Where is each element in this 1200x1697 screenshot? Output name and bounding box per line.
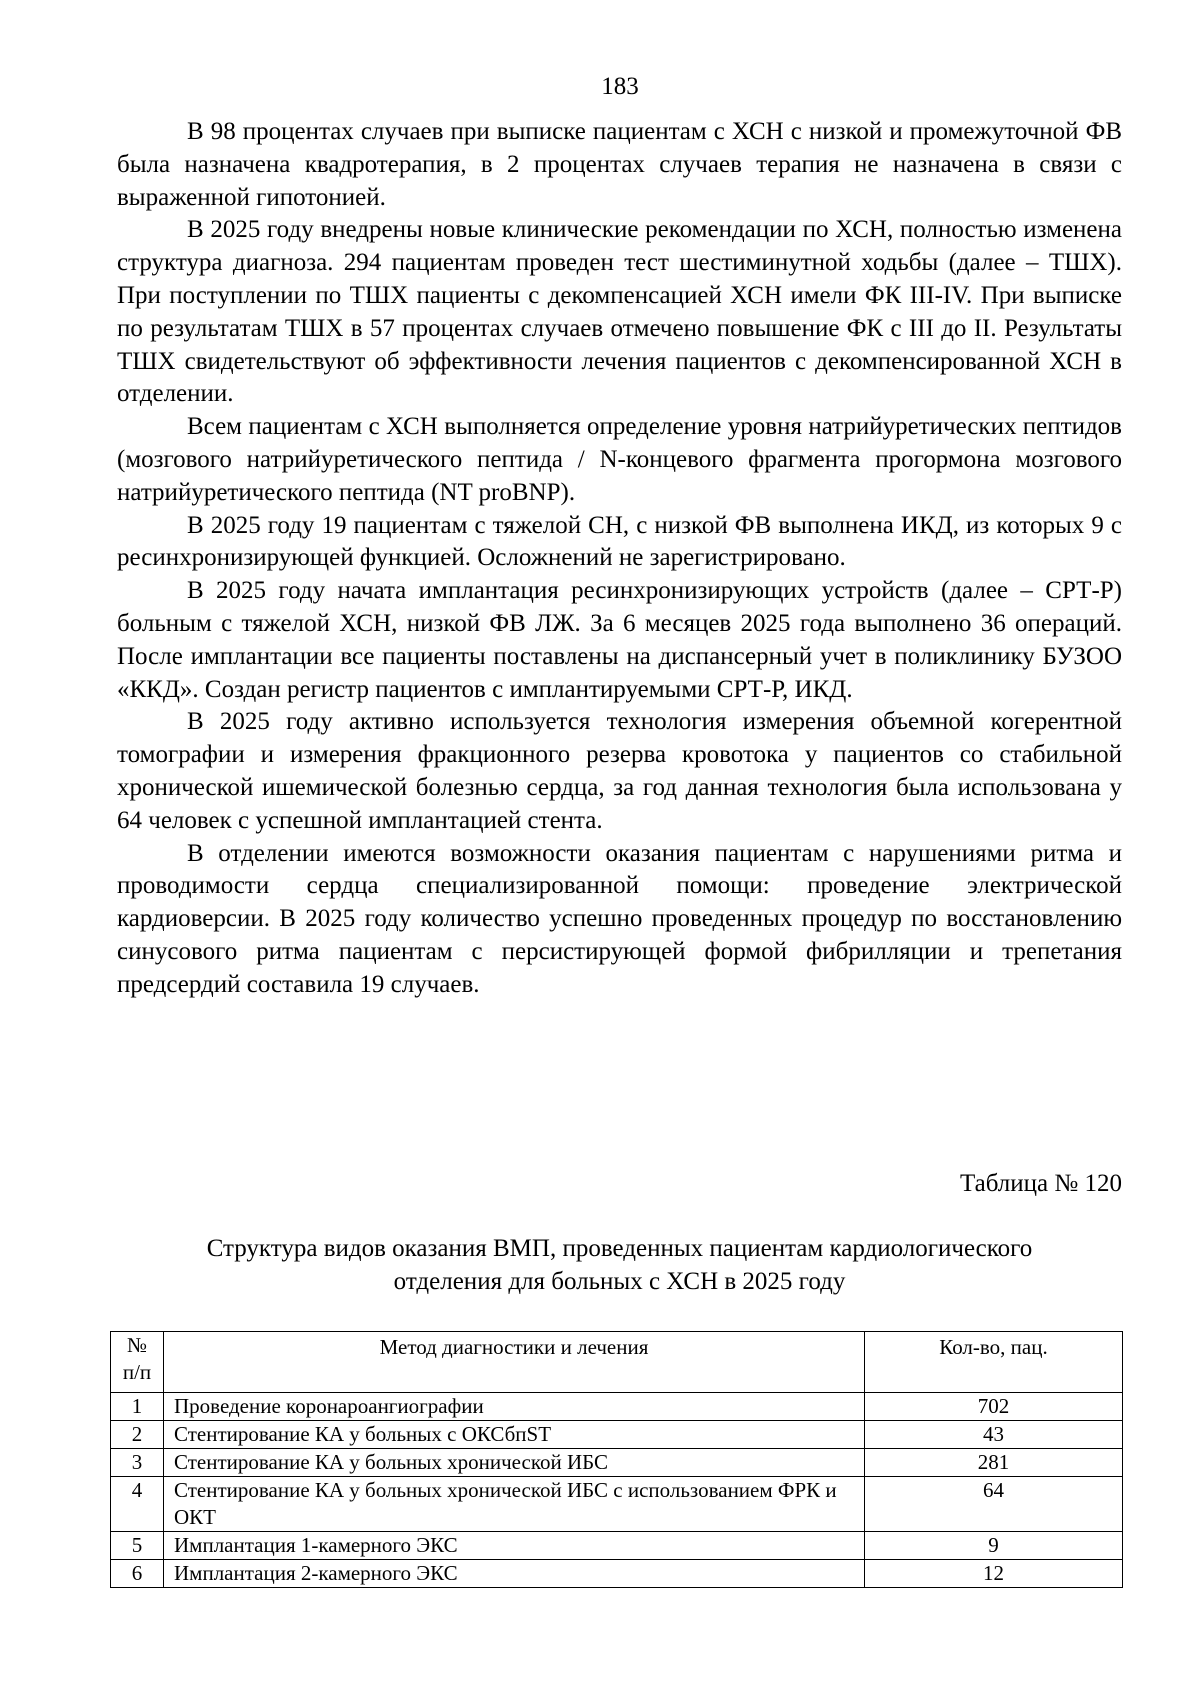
header-count: Кол-во, пац. <box>865 1332 1123 1393</box>
table-caption <box>117 1233 1122 1298</box>
cell-count: 702 <box>865 1393 1123 1421</box>
cell-num: 5 <box>111 1532 164 1560</box>
table-label: Таблица № 120 <box>959 1170 1122 1197</box>
paragraph: В 98 процентах случаев при выписке пациентам с ХСН с низкой и промежуточной ФВ была назначена квадротерапия, в 2 процентах случаев терапия не назначена в связи с выраженной гипотонией. <box>117 118 1122 211</box>
cell-method: Проведение коронароангиографии <box>164 1393 865 1421</box>
cell-count: 43 <box>865 1421 1123 1449</box>
cell-method: Стентирование КА у больных хронической ИБС с использованием ФРК и ОКТ <box>164 1477 865 1532</box>
table-row <box>111 1393 1123 1421</box>
cell-count: 281 <box>865 1449 1123 1477</box>
paragraph: В 2025 году внедрены новые клинические рекомендации по ХСН, полностью изменена структура диагноза. 294 пациентам проведен тест шестиминутной ходьбы (далее – ТШХ). При поступлении по ТШХ пациенты с декомпенсацией ХСН имели ФК III-IV. При выписке по результатам ТШХ в 57 процентах случаев отмечено повышение ФК с III до II. Результаты ТШХ свидетельствуют об эффективности лечения пациентов с декомпенсированной ХСН в отделении. <box>117 216 1122 408</box>
table-header-row <box>111 1332 1123 1393</box>
cell-num: 4 <box>111 1477 164 1532</box>
cell-num: 2 <box>111 1421 164 1449</box>
table-row <box>111 1421 1123 1449</box>
cell-count: 12 <box>865 1560 1123 1588</box>
table-row <box>111 1532 1123 1560</box>
body-text <box>117 116 1122 1002</box>
data-table <box>110 1331 1123 1588</box>
cell-method: Имплантация 2-камерного ЭКС <box>164 1560 865 1588</box>
table-caption-line: Структура видов оказания ВМП, проведенных пациентам кардиологического <box>206 1235 1033 1262</box>
cell-num: 3 <box>111 1449 164 1477</box>
paragraph: Всем пациентам с ХСН выполняется определение уровня натрийуретических пептидов (мозгового натрийуретического пептида / N-концевого фрагмента прогормона мозгового натрийуретического пептида (NT proBNP). <box>117 413 1122 506</box>
paragraph: В 2025 году начата имплантация ресинхронизирующих устройств (далее – СРТ-Р) больным с тяжелой ХСН, низкой ФВ ЛЖ. За 6 месяцев 2025 года выполнено 36 операций. После имплантации все пациенты поставлены на диспансерный учет в поликлинику БУЗОО «ККД». Создан регистр пациентов с имплантируемыми СРТ-Р, ИКД. <box>117 577 1122 703</box>
table-row <box>111 1560 1123 1588</box>
table-caption-line: отделения для больных с ХСН в 2025 году <box>393 1267 846 1295</box>
page-number: 183 <box>601 73 639 100</box>
cell-method: Стентирование КА у больных хронической ИБС <box>164 1449 865 1477</box>
table-row <box>111 1477 1123 1532</box>
header-num-line: № <box>126 1333 148 1357</box>
table-row <box>111 1449 1123 1477</box>
paragraph: В 2025 году 19 пациентам с тяжелой СН, с низкой ФВ выполнена ИКД, из которых 9 с ресинхронизирующей функцией. Осложнений не зарегистрировано. <box>117 511 1122 572</box>
header-num <box>111 1332 164 1393</box>
cell-num: 6 <box>111 1560 164 1588</box>
cell-num: 1 <box>111 1393 164 1421</box>
cell-method: Имплантация 1-камерного ЭКС <box>164 1532 865 1560</box>
header-method: Метод диагностики и лечения <box>164 1332 865 1393</box>
paragraph: В 2025 году активно используется технология измерения объемной когерентной томографии и измерения фракционного резерва кровотока у пациентов со стабильной хронической ишемической болезнью сердца, за год данная технология была использована у 64 человек с успешной имплантацией стента. <box>117 708 1122 834</box>
cell-count: 64 <box>865 1477 1123 1532</box>
header-num-line: п/п <box>122 1360 152 1384</box>
paragraph: В отделении имеются возможности оказания пациентам с нарушениями ритма и проводимости сердца специализированной помощи: проведение электрической кардиоверсии. В 2025 году количество успешно проведенных процедур по восстановлению синусового ритма пациентам с персистирующей формой фибрилляции и трепетания предсердий составила 19 случаев. <box>117 839 1122 998</box>
cell-method: Стентирование КА у больных с ОКСбпST <box>164 1421 865 1449</box>
cell-count: 9 <box>865 1532 1123 1560</box>
